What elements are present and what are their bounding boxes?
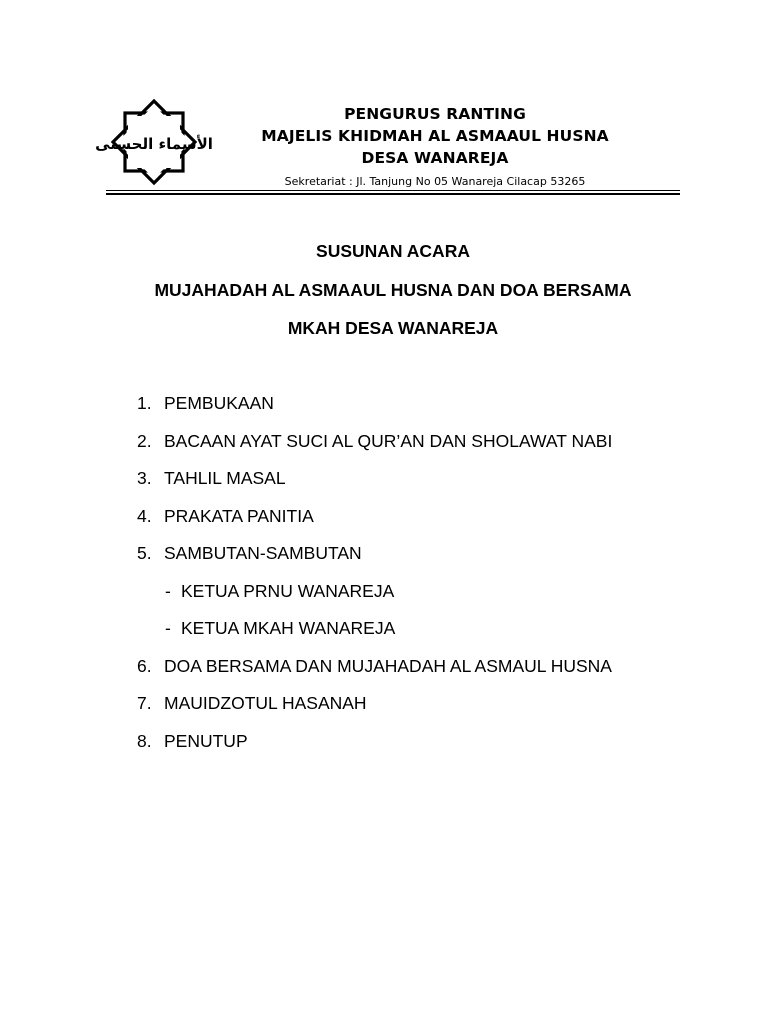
asmaul-husna-logo-icon (95, 94, 213, 190)
agenda-item-number: 3. (137, 468, 152, 488)
agenda-item-number: 2. (137, 430, 152, 451)
agenda-item-number: 7. (137, 693, 152, 713)
agenda-subitem-text: KETUA MKAH WANAREJA (181, 618, 396, 638)
header-rule-thick (106, 193, 680, 195)
agenda-item-number: 6. (137, 655, 152, 676)
agenda-item (137, 730, 612, 768)
agenda-subitem (137, 617, 612, 655)
document-subtitle: MUJAHADAH AL ASMAAUL HUSNA DAN DOA BERSAMA (154, 280, 632, 300)
agenda-item-text: PENUTUP (164, 730, 248, 751)
header-rule-thin (106, 190, 680, 191)
agenda-item-number: 4. (137, 505, 152, 526)
agenda-item-text: SAMBUTAN-SAMBUTAN (164, 543, 362, 563)
agenda-subitem-dash: - (165, 580, 171, 601)
agenda-item-number: 1. (137, 393, 152, 413)
agenda-item-text: TAHLIL MASAL (164, 468, 286, 488)
document-title: SUSUNAN ACARA (316, 241, 470, 261)
agenda-list (137, 392, 612, 767)
letterhead-line-3: DESA WANAREJA (361, 149, 509, 167)
agenda-item-text: PEMBUKAAN (164, 393, 274, 413)
agenda-item (137, 542, 612, 580)
agenda-subitem-text: KETUA PRNU WANAREJA (181, 580, 395, 601)
agenda-item-text: MAUIDZOTUL HASANAH (164, 693, 367, 713)
agenda-item-number: 8. (137, 730, 152, 751)
agenda-subitem-dash: - (165, 618, 171, 638)
agenda-item (137, 392, 612, 430)
agenda-item-text: DOA BERSAMA DAN MUJAHADAH AL ASMAUL HUSNA (164, 655, 612, 676)
agenda-item (137, 692, 612, 730)
agenda-item (137, 430, 612, 468)
letterhead (240, 103, 630, 169)
agenda-item (137, 467, 612, 505)
logo-calligraphy: الأسماء الحسنى (95, 135, 213, 153)
agenda-item (137, 505, 612, 543)
agenda-subitem (137, 580, 612, 618)
document-subtitle-2: MKAH DESA WANAREJA (287, 318, 499, 338)
agenda-item-number: 5. (137, 543, 152, 563)
letterhead-address: Sekretariat : Jl. Tanjung No 05 Wanareja Cilacap 53265 (284, 175, 586, 188)
agenda-item (137, 655, 612, 693)
letterhead-line-1: PENGURUS RANTING (344, 105, 526, 123)
agenda-item-text: BACAAN AYAT SUCI AL QUR’AN DAN SHOLAWAT NABI (164, 430, 613, 451)
letterhead-line-2: MAJELIS KHIDMAH AL ASMAAUL HUSNA (261, 127, 609, 145)
agenda-item-text: PRAKATA PANITIA (164, 505, 314, 526)
